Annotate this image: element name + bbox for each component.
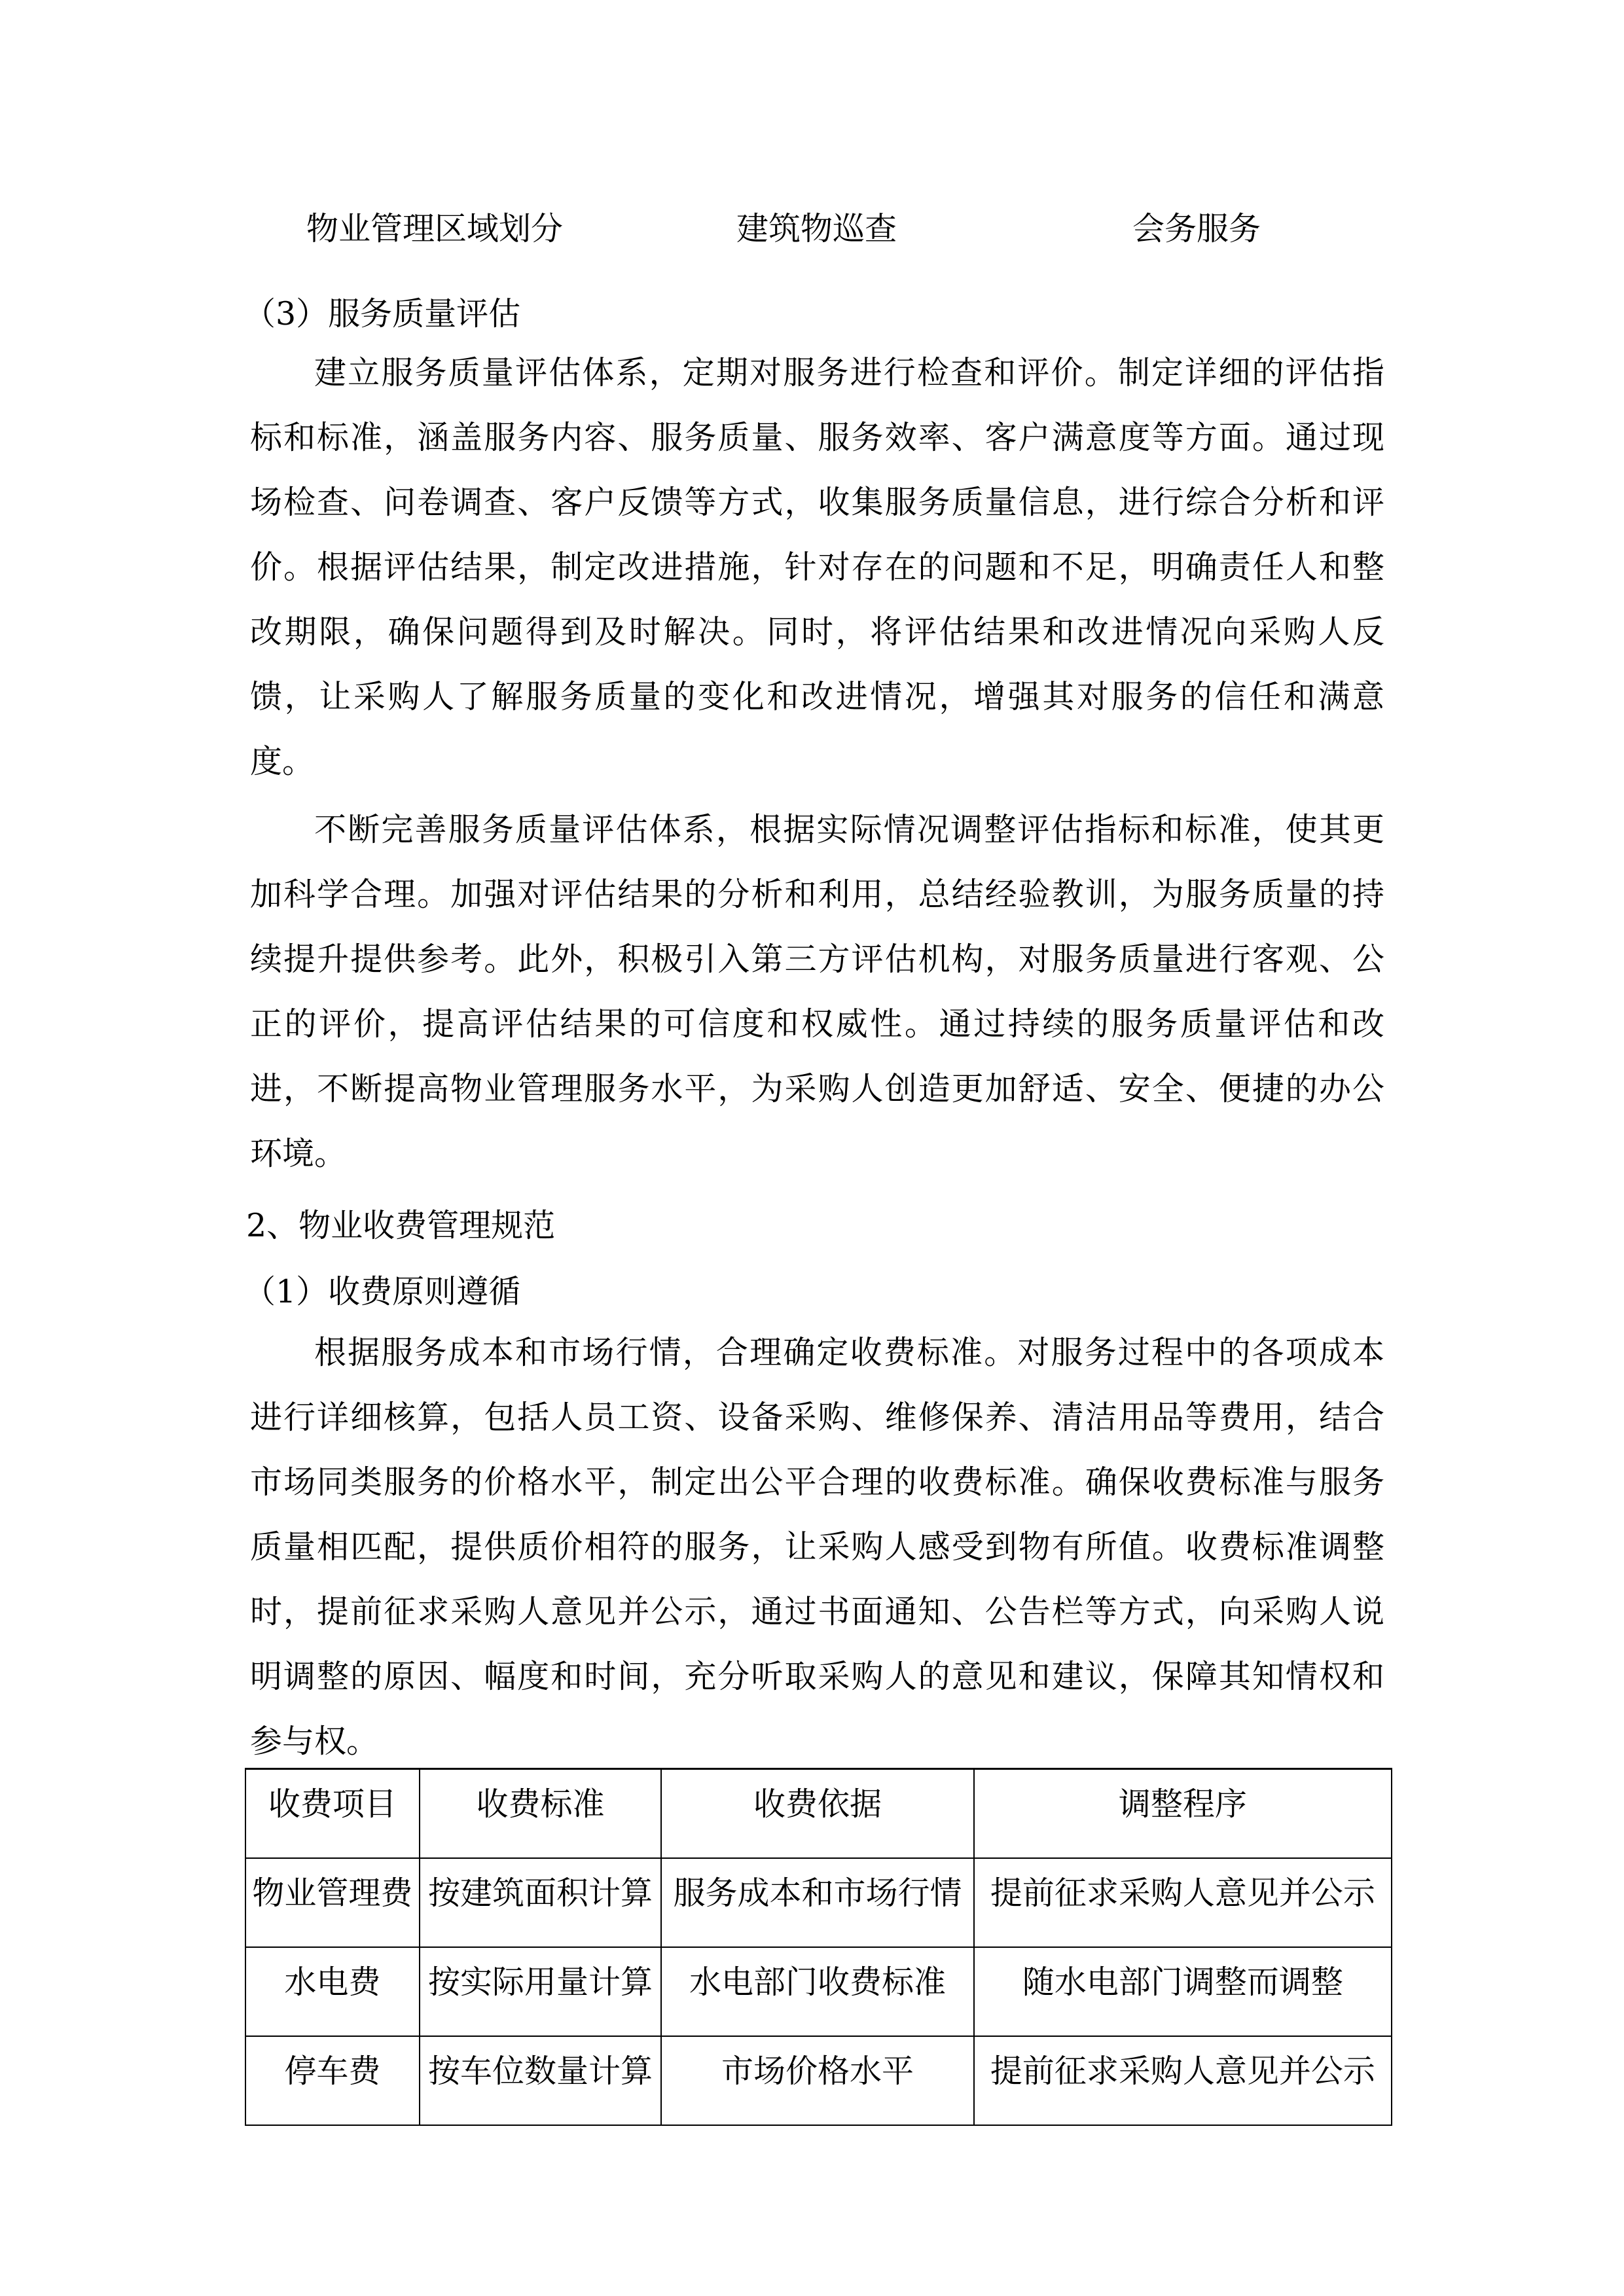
table-cell: 按建筑面积计算 (420, 1858, 662, 1947)
table-cell: 服务成本和市场行情 (661, 1858, 973, 1947)
table-row (245, 1947, 1392, 2036)
paragraph-line: 环境。 (250, 1135, 347, 1172)
caption-building-patrol: 建筑物巡查 (736, 210, 897, 247)
table-cell: 提前征求采购人意见并公示 (974, 1858, 1392, 1947)
subsection-heading-fee-principles: （1）收费原则遵循 (244, 1273, 521, 1310)
paragraph-line: 续提升提供参考。此外，积极引入第三方评估机构，对服务质量进行客观、公 (250, 941, 1384, 978)
table-cell: 市场价格水平 (661, 2036, 973, 2125)
paragraph-line: 场检查、问卷调查、客户反馈等方式，收集服务质量信息，进行综合分析和评 (250, 484, 1384, 521)
table-cell: 随水电部门调整而调整 (974, 1947, 1392, 2036)
paragraph-line: 价。根据评估结果，制定改进措施，针对存在的问题和不足，明确责任人和整 (250, 548, 1384, 586)
paragraph-line: 馈，让采购人了解服务质量的变化和改进情况，增强其对服务的信任和满意 (250, 678, 1384, 715)
table-cell: 水电部门收费标准 (661, 1947, 973, 2036)
table-row (245, 2036, 1392, 2125)
paragraph-line: 市场同类服务的价格水平，制定出公平合理的收费标准。确保收费标准与服务 (250, 1463, 1384, 1501)
paragraph-line: 根据服务成本和市场行情，合理确定收费标准。对服务过程中的各项成本 (314, 1334, 1384, 1371)
paragraph-line: 进行详细核算，包括人员工资、设备采购、维修保养、清洁用品等费用，结合 (250, 1399, 1384, 1436)
paragraph-line: 标和标准，涵盖服务内容、服务质量、服务效率、客户满意度等方面。通过现 (250, 419, 1384, 456)
table-cell: 停车费 (245, 2036, 420, 2125)
table-row (245, 1858, 1392, 1947)
table-cell: 提前征求采购人意见并公示 (974, 2036, 1392, 2125)
paragraph-line: 明调整的原因、幅度和时间，充分听取采购人的意见和建议，保障其知情权和 (250, 1658, 1384, 1695)
table-header-cell: 调整程序 (974, 1769, 1392, 1859)
paragraph-3 (250, 1320, 1384, 1774)
paragraph-line: 时，提前征求采购人意见并公示，通过书面通知、公告栏等方式，向采购人说 (250, 1593, 1384, 1630)
table-header-row (245, 1769, 1392, 1859)
paragraph-1 (250, 340, 1384, 794)
paragraph-line: 进，不断提高物业管理服务水平，为采购人创造更加舒适、安全、便捷的办公 (250, 1070, 1384, 1107)
paragraph-line: 加科学合理。加强对评估结果的分析和利用，总结经验教训，为服务质量的持 (250, 876, 1384, 913)
section-heading-fee-management: 2、物业收费管理规范 (246, 1207, 556, 1244)
table-header-cell: 收费标准 (420, 1769, 662, 1859)
paragraph-line: 改期限，确保问题得到及时解决。同时，将评估结果和改进情况向采购人反 (250, 613, 1384, 651)
table-cell: 水电费 (245, 1947, 420, 2036)
table-header-cell: 收费项目 (245, 1769, 420, 1859)
table-header-cell: 收费依据 (661, 1769, 973, 1859)
caption-area-division: 物业管理区域划分 (306, 210, 564, 247)
paragraph-line: 参与权。 (250, 1723, 379, 1760)
paragraph-line: 正的评价，提高评估结果的可信度和权威性。通过持续的服务质量评估和改 (250, 1005, 1384, 1043)
section-heading-quality-assessment: （3）服务质量评估 (244, 295, 521, 332)
table-cell: 按车位数量计算 (420, 2036, 662, 2125)
fee-table (245, 1768, 1392, 2126)
table-cell: 按实际用量计算 (420, 1947, 662, 2036)
paragraph-line: 不断完善服务质量评估体系，根据实际情况调整评估指标和标准，使其更 (314, 811, 1384, 848)
paragraph-line: 建立服务质量评估体系，定期对服务进行检查和评价。制定详细的评估指 (314, 354, 1384, 391)
paragraph-line: 质量相匹配，提供质价相符的服务，让采购人感受到物有所值。收费标准调整 (250, 1528, 1384, 1566)
caption-meeting-service: 会务服务 (1132, 210, 1261, 247)
paragraph-2 (250, 797, 1384, 1186)
paragraph-line: 度。 (250, 743, 315, 780)
table-cell: 物业管理费 (245, 1858, 420, 1947)
